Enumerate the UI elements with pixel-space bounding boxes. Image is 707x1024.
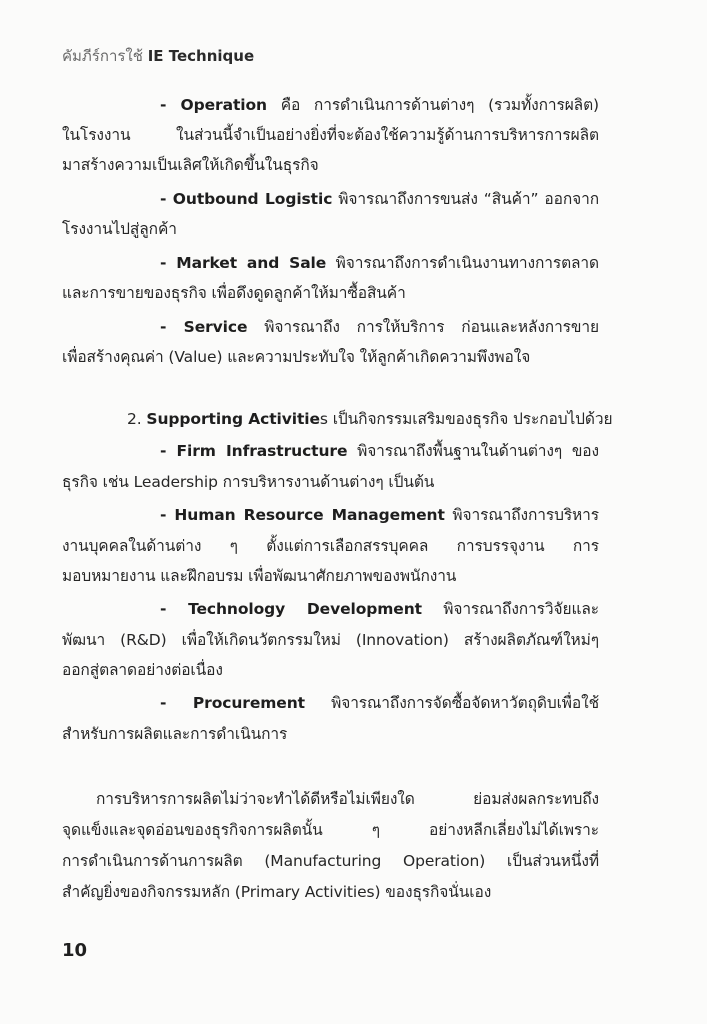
line-operation	[160, 94, 599, 116]
term-firm-infrastructure: - Firm Infrastructure	[160, 442, 348, 460]
line-human-resource	[160, 504, 599, 526]
term-technology-development: - Technology Development	[160, 600, 422, 618]
term-outbound-logistic: - Outbound Logistic	[160, 190, 333, 208]
text: s เป็นกิจกรรมเสริมของธุรกิจ ประกอบไปด้วย	[319, 410, 613, 428]
text-line: และการขายของธุรกิจ เพื่อดึงดูดลูกค้าให้มาซื้อสินค้า	[62, 284, 406, 302]
text-line: สำคัญยิ่งของกิจกรรมหลัก (Primary Activities) ของธุรกิจนั่นเอง	[62, 883, 492, 901]
page-number: 10	[62, 940, 88, 961]
text-line: มาสร้างความเป็นเลิศให้เกิดขึ้นในธุรกิจ	[62, 156, 319, 174]
line-service	[160, 316, 599, 338]
line-outbound-logistic	[160, 188, 599, 210]
text: พิจารณาถึงการบริหาร	[444, 506, 599, 524]
text: พิจารณาถึงการขนส่ง “สินค้า” ออกจาก	[332, 190, 599, 208]
term-service: - Service	[160, 318, 248, 336]
text: คือ การดำเนินการด้านต่างๆ (รวมทั้งการผลิต)	[266, 96, 599, 114]
running-header	[62, 44, 254, 68]
text-line: งานบุคคลในด้านต่าง ๆ ตั้งแต่การเลือกสรรบุคคล การบรรจุงาน การ	[62, 537, 599, 555]
text-line: การดำเนินการด้านการผลิต (Manufacturing Operation) เป็นส่วนหนึ่งที่	[62, 852, 599, 870]
term-procurement: - Procurement	[160, 694, 305, 712]
term-supporting-activities: Supporting Activitie	[146, 410, 320, 428]
text: พิจารณาถึงพื้นฐานในด้านต่างๆ ของ	[347, 442, 599, 460]
text-line: มอบหมายงาน และฝึกอบรม เพื่อพัฒนาศักยภาพของพนักงาน	[62, 567, 457, 585]
text: พิจารณาถึงการดำเนินงานทางการตลาด	[326, 254, 600, 272]
term-operation: - Operation	[160, 96, 267, 114]
term-market-and-sale: - Market and Sale	[160, 254, 327, 272]
text-line: ออกสู่ตลาดอย่างต่อเนื่อง	[62, 661, 223, 679]
line-procurement	[160, 692, 599, 714]
text-line: ธุรกิจ เช่น Leadership การบริหารงานด้านต่างๆ เป็นต้น	[62, 473, 435, 491]
text: พิจารณาถึงการวิจัยและ	[421, 600, 599, 618]
paragraph-first-line: การบริหารการผลิตไม่ว่าจะทำได้ดีหรือไม่เพียงใด ย่อมส่งผลกระทบถึง	[96, 790, 599, 808]
text-line: เพื่อสร้างคุณค่า (Value) และความประทับใจ ให้ลูกค้าเกิดความพึงพอใจ	[62, 348, 531, 366]
line-supporting-activities	[127, 408, 613, 430]
text-line: จุดแข็งและจุดอ่อนของธุรกิจการผลิตนั้น ๆ อย่างหลีกเลี่ยงไม่ได้เพราะ	[62, 821, 599, 839]
text-line: ในโรงงาน ในส่วนนี้จำเป็นอย่างยิ่งที่จะต้องใช้ความรู้ด้านการบริหารการผลิต	[62, 126, 599, 144]
header-thai-title: คัมภีร์การใช้	[62, 47, 148, 65]
list-number: 2.	[127, 410, 147, 428]
line-technology-development	[160, 598, 599, 620]
term-human-resource: - Human Resource Management	[160, 506, 445, 524]
line-firm-infrastructure	[160, 440, 599, 462]
header-brand: IE Technique	[147, 47, 255, 65]
text: พิจารณาถึง การให้บริการ ก่อนและหลังการขาย	[247, 318, 599, 336]
line-market-and-sale	[160, 252, 599, 274]
text: พิจารณาถึงการจัดซื้อจัดหาวัตถุดิบเพื่อใช้	[304, 694, 599, 712]
text-line: โรงงานไปสู่ลูกค้า	[62, 220, 177, 238]
text-line: สำหรับการผลิตและการดำเนินการ	[62, 725, 288, 743]
text-line: พัฒนา (R&D) เพื่อให้เกิดนวัตกรรมใหม่ (Innovation) สร้างผลิตภัณฑ์ใหม่ๆ	[62, 631, 599, 649]
